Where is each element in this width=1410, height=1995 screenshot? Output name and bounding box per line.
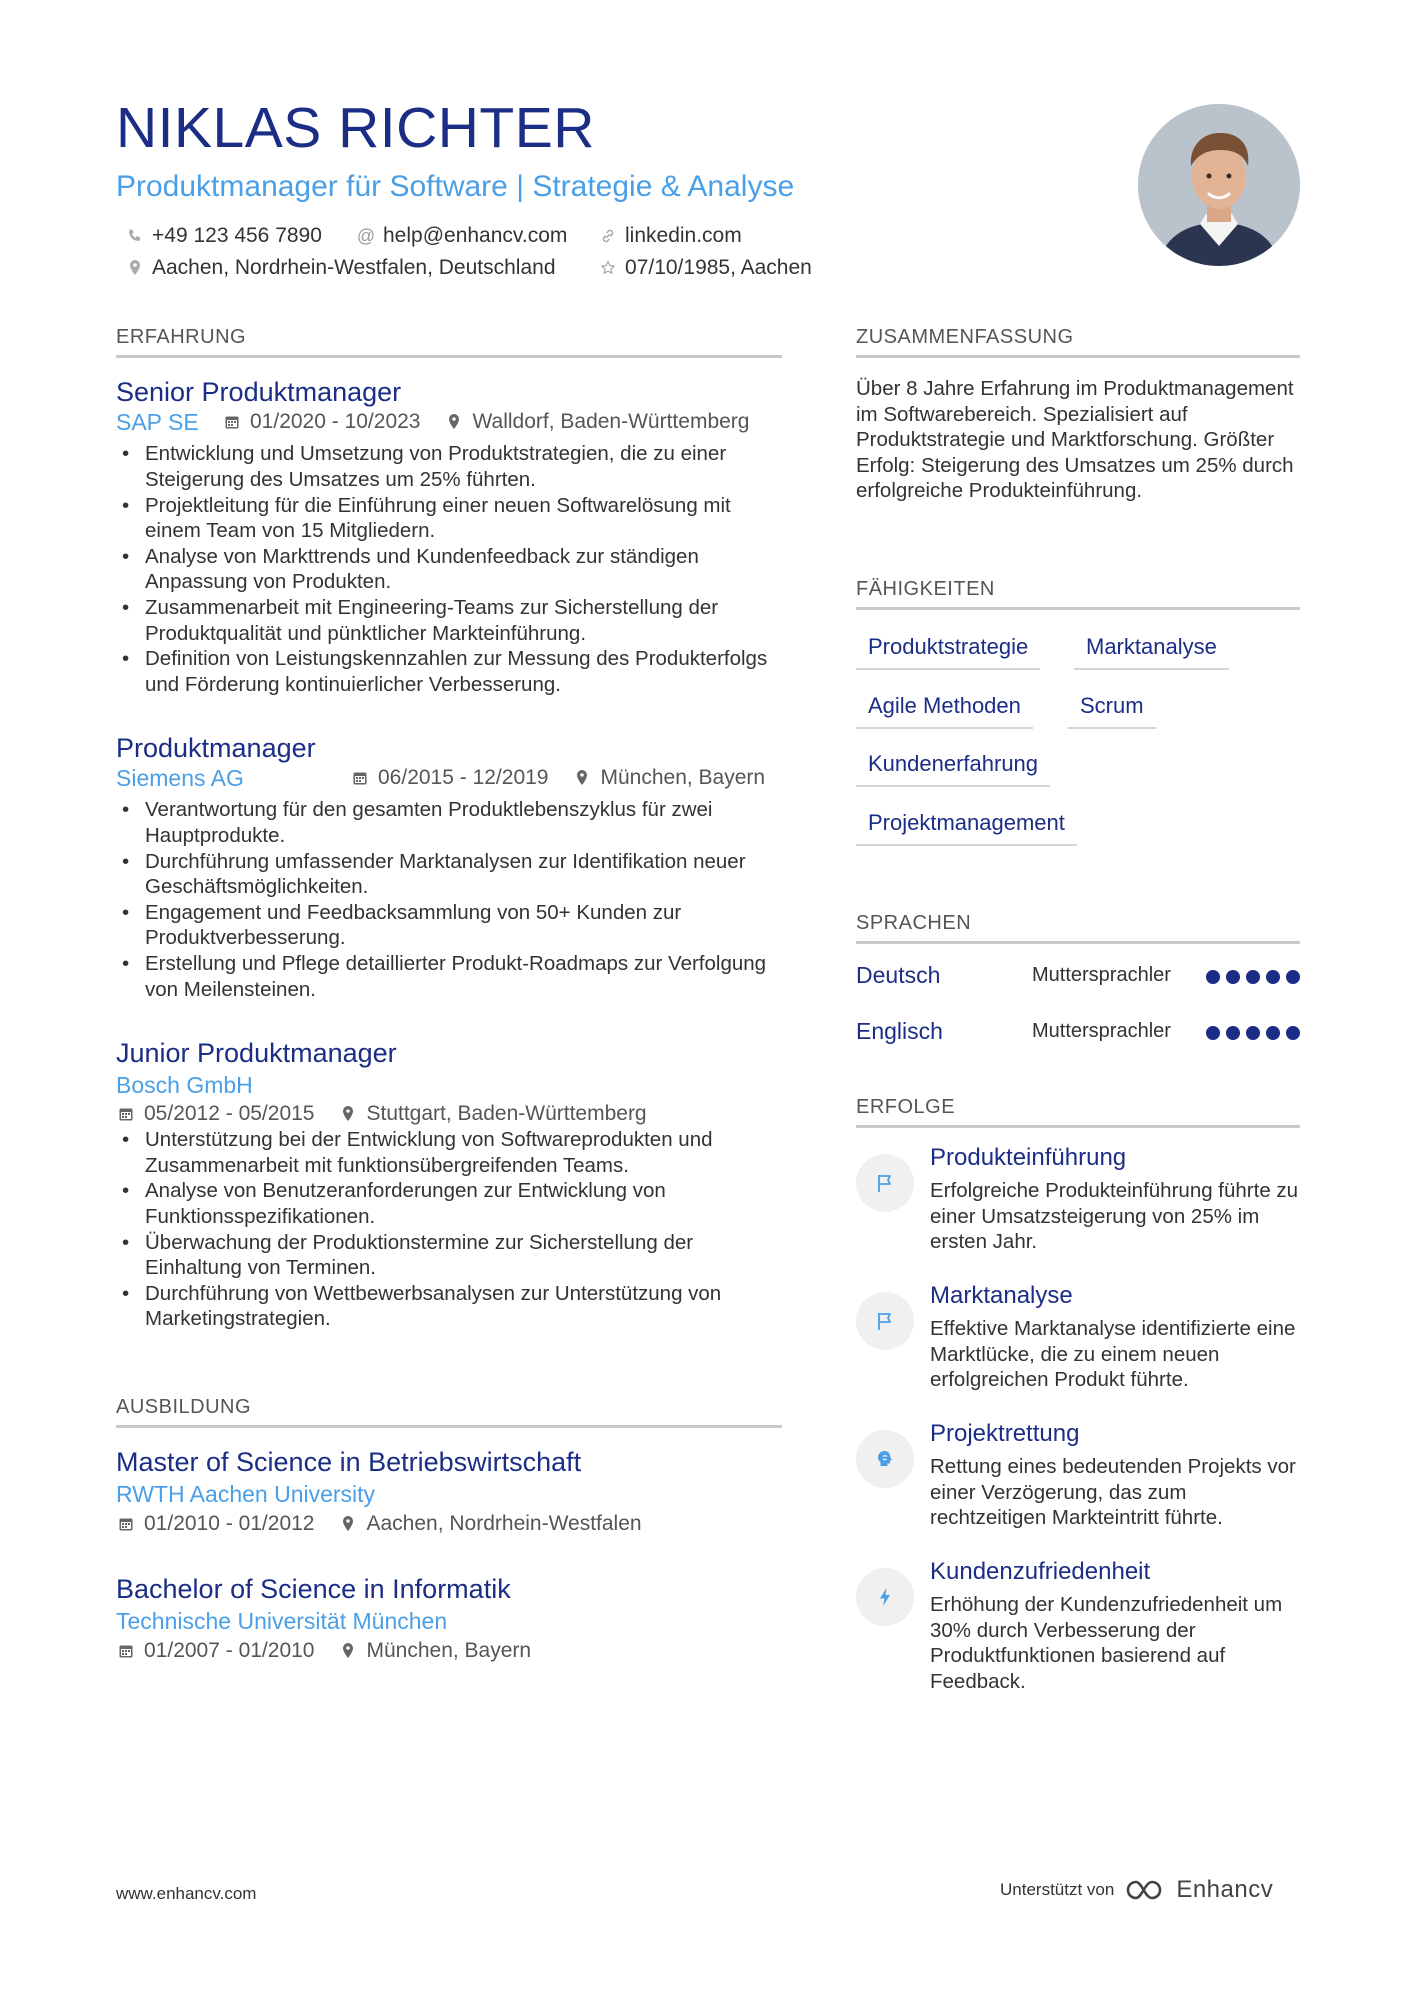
job-bullet: • Erstellung und Pflege detaillierter Produkt-Roadmaps zur Verfolgung von Meilensteinen. <box>116 951 782 1002</box>
skill-tag: Projektmanagement <box>856 810 1077 846</box>
edu-location <box>338 1512 641 1536</box>
job-location <box>338 1102 646 1126</box>
summary-text: Über 8 Jahre Erfahrung im Produktmanagement im Softwarebereich. Spezialisiert auf Produktstrategie und Marktforschung. Größter Erfolg: Steigerung des Umsatzes um 25% durch erfolgreiche Produkteinführung. <box>856 377 1294 503</box>
job-bullet: • Zusammenarbeit mit Engineering-Teams zur Sicherstellung der Produktqualität und pünktlicher Markteinführung. <box>116 595 782 646</box>
job-bullet: • Durchführung umfassender Marktanalysen zur Identifikation neuer Geschäftsmöglichkeiten. <box>116 849 782 900</box>
at-icon: @ <box>356 225 376 246</box>
section-title-experience: ERFAHRUNG <box>116 326 782 358</box>
calendar-icon <box>350 768 370 788</box>
proficiency-dot <box>1286 1026 1300 1040</box>
phone-text: +49 123 456 7890 <box>152 224 322 247</box>
language-item <box>856 1018 1300 1052</box>
edu-dates-text: 01/2010 - 01/2012 <box>144 1512 315 1536</box>
email-text[interactable]: help@enhancv.com <box>383 224 568 247</box>
footer-website[interactable]: www.enhancv.com <box>116 1884 257 1903</box>
proficiency-dot <box>1266 1026 1280 1040</box>
proficiency-dot <box>1206 1026 1220 1040</box>
language-name: Englisch <box>856 1018 943 1044</box>
achievement-title: Kundenzufriedenheit <box>930 1558 1151 1585</box>
section-title-education: AUSBILDUNG <box>116 1396 782 1428</box>
candidate-tagline: Produktmanager für Software | Strategie & Analyse <box>116 170 795 203</box>
edu-location <box>338 1639 531 1663</box>
experience-item <box>116 376 782 697</box>
job-location <box>572 766 765 790</box>
skill-tag: Kundenerfahrung <box>856 751 1050 787</box>
contact-website[interactable] <box>597 224 742 248</box>
skill-tag: Marktanalyse <box>1074 634 1229 670</box>
location-pin-icon <box>444 412 464 432</box>
experience-item <box>116 732 782 1002</box>
contact-email[interactable] <box>355 224 567 248</box>
edu-location-text: München, Bayern <box>366 1639 532 1663</box>
proficiency-dot <box>1286 970 1300 984</box>
job-bullet: • Projektleitung für die Einführung einer neuen Softwarelösung mit einem Team von 15 Mitgliedern. <box>116 493 782 544</box>
degree-title: Bachelor of Science in Informatik <box>116 1574 511 1604</box>
proficiency-dot <box>1226 970 1240 984</box>
star-icon <box>597 257 619 279</box>
skill-tag: Agile Methoden <box>856 693 1033 729</box>
achievement-title: Projektrettung <box>930 1420 1080 1447</box>
company-name: Siemens AG <box>116 765 244 792</box>
calendar-icon <box>116 1641 136 1661</box>
calendar-icon <box>222 412 242 432</box>
company-name: Bosch GmbH <box>116 1072 253 1099</box>
contact-phone <box>124 224 322 248</box>
job-dates-text: 06/2015 - 12/2019 <box>378 766 549 790</box>
job-bullets <box>116 441 782 697</box>
birth-text: 07/10/1985, Aachen <box>625 256 812 279</box>
skill-tag: Scrum <box>1068 693 1156 729</box>
location-pin-icon <box>572 768 592 788</box>
edu-dates <box>116 1512 314 1536</box>
job-bullet: • Analyse von Markttrends und Kundenfeedback zur ständigen Anpassung von Produkten. <box>116 544 782 595</box>
job-location <box>444 410 749 434</box>
location-pin-icon <box>338 1514 358 1534</box>
achievement-title: Produkteinführung <box>930 1144 1127 1171</box>
location-pin-icon <box>338 1104 358 1124</box>
language-item <box>856 962 1300 996</box>
job-bullets <box>116 1127 782 1332</box>
section-title-skills: FÄHIGKEITEN <box>856 578 1300 610</box>
achievement-desc: Effektive Marktanalyse identifizierte eine Marktlücke, die zu einem neuen erfolgreichen Produkt führte. <box>930 1317 1296 1392</box>
language-name: Deutsch <box>856 962 941 988</box>
job-dates <box>116 1102 314 1126</box>
school-name: RWTH Aachen University <box>116 1481 376 1508</box>
contact-location <box>124 256 556 280</box>
language-level: Muttersprachler <box>1032 1020 1171 1042</box>
job-location-text: München, Bayern <box>600 766 766 790</box>
degree-title: Master of Science in Betriebswirtschaft <box>116 1447 582 1477</box>
school-name: Technische Universität München <box>116 1608 448 1635</box>
job-bullet: • Durchführung von Wettbewerbsanalysen zur Unterstützung von Marketingstrategien. <box>116 1281 782 1332</box>
job-location-text: Stuttgart, Baden-Württemberg <box>366 1102 647 1126</box>
job-bullet: • Entwicklung und Umsetzung von Produktstrategien, die zu einer Steigerung des Umsatzes um 25% führten. <box>116 441 782 492</box>
enhancv-logo[interactable] <box>1124 1876 1273 1904</box>
candidate-name: NIKLAS RICHTER <box>116 96 595 160</box>
profile-photo <box>1138 104 1300 266</box>
enhancv-wordmark: Enhancv <box>1176 1876 1274 1903</box>
flag-icon <box>856 1154 914 1212</box>
language-proficiency-dots <box>1206 1026 1300 1040</box>
proficiency-dot <box>1226 1026 1240 1040</box>
job-location-text: Walldorf, Baden-Württemberg <box>472 410 750 434</box>
job-bullets <box>116 797 782 1002</box>
proficiency-dot <box>1206 970 1220 984</box>
company-name: SAP SE <box>116 409 199 436</box>
location-pin-icon <box>124 257 146 279</box>
job-bullet: • Verantwortung für den gesamten Produktlebenszyklus für zwei Hauptprodukte. <box>116 797 782 848</box>
bolt-icon <box>856 1568 914 1626</box>
calendar-icon <box>116 1104 136 1124</box>
job-dates <box>350 766 548 790</box>
job-bullet: • Engagement und Feedbacksammlung von 50+ Kunden zur Produktverbesserung. <box>116 900 782 951</box>
link-icon <box>597 225 619 247</box>
language-proficiency-dots <box>1206 970 1300 984</box>
proficiency-dot <box>1266 970 1280 984</box>
achievement-desc: Rettung eines bedeutenden Projekts vor einer Verzögerung, das zum rechtzeitigen Markteintritt führte. <box>930 1455 1296 1530</box>
job-title: Junior Produktmanager <box>116 1038 397 1068</box>
language-level: Muttersprachler <box>1032 964 1171 986</box>
location-pin-icon <box>338 1641 358 1661</box>
website-text[interactable]: linkedin.com <box>625 224 742 247</box>
edu-dates <box>116 1639 314 1663</box>
education-item <box>116 1573 782 1663</box>
achievement-desc: Erfolgreiche Produkteinführung führte zu einer Umsatzsteigerung von 25% im ersten Jahr. <box>930 1179 1299 1254</box>
job-bullet: • Analyse von Benutzeranforderungen zur Entwicklung von Funktionsspezifikationen. <box>116 1178 782 1229</box>
skill-tag: Produktstrategie <box>856 634 1040 670</box>
job-dates-text: 05/2012 - 05/2015 <box>144 1102 315 1126</box>
location-text: Aachen, Nordrhein-Westfalen, Deutschland <box>152 256 556 279</box>
section-title-summary: ZUSAMMENFASSUNG <box>856 326 1300 358</box>
phone-icon <box>124 225 146 247</box>
powered-by-text: Unterstützt von <box>1000 1880 1115 1899</box>
proficiency-dot <box>1246 970 1260 984</box>
edu-dates-text: 01/2007 - 01/2010 <box>144 1639 315 1663</box>
job-bullet: • Unterstützung bei der Entwicklung von Softwareprodukten und Zusammenarbeit mit funktionsübergreifenden Teams. <box>116 1127 782 1178</box>
job-bullet: • Überwachung der Produktionstermine zur Sicherstellung der Einhaltung von Terminen. <box>116 1230 782 1281</box>
brain-icon <box>856 1430 914 1488</box>
footer-powered-by <box>1000 1876 1273 1904</box>
flag-icon <box>856 1292 914 1350</box>
section-title-achievements: ERFOLGE <box>856 1096 1300 1128</box>
job-title: Senior Produktmanager <box>116 377 402 407</box>
job-bullet: • Definition von Leistungskennzahlen zur Messung des Produkterfolgs und Förderung kontinuierlicher Verbesserung. <box>116 646 782 697</box>
edu-location-text: Aachen, Nordrhein-Westfalen <box>366 1512 642 1536</box>
achievement-desc: Erhöhung der Kundenzufriedenheit um 30% durch Verbesserung der Produktfunktionen basierend auf Feedback. <box>930 1593 1283 1693</box>
job-dates <box>222 410 420 434</box>
education-item <box>116 1446 782 1536</box>
section-title-languages: SPRACHEN <box>856 912 1300 944</box>
enhancv-logo-icon <box>1124 1878 1168 1902</box>
experience-item <box>116 1037 782 1332</box>
calendar-icon <box>116 1514 136 1534</box>
contact-birth <box>597 256 812 280</box>
job-title: Produktmanager <box>116 733 316 763</box>
job-dates-text: 01/2020 - 10/2023 <box>250 410 421 434</box>
proficiency-dot <box>1246 1026 1260 1040</box>
achievement-title: Marktanalyse <box>930 1282 1073 1309</box>
